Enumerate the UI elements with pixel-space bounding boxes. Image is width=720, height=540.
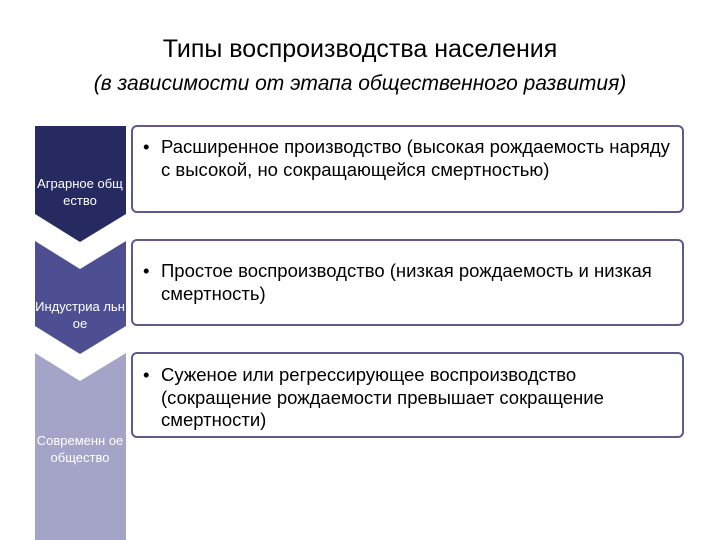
diagram-subtitle: (в зависимости от этапа общественного развития) [93, 72, 627, 95]
stage-2-text: Простое воспроизводство (низкая рождаемость и низкая смертность) [161, 260, 652, 304]
bullet-icon: • [143, 364, 150, 385]
stage-1-label: Аграрное общество [37, 176, 123, 208]
stage-2-description-box [131, 239, 684, 326]
stage-2-bullet [143, 260, 674, 305]
stage-3-label: Современн ое общество [36, 433, 124, 465]
stage-1-bullet [143, 136, 674, 181]
stage-3-bullet [143, 364, 674, 432]
bullet-icon: • [143, 260, 150, 281]
bullet-icon: • [143, 136, 150, 157]
stage-3-text: Суженое или регрессирующее воспроизводство (сокращение рождаемости превышает сокращение смертности) [161, 364, 604, 430]
stage-2-label: Индустриа льное [35, 299, 125, 331]
stage-1-description-box [131, 125, 684, 213]
diagram-title: Типы воспроизводства населения [162, 35, 558, 63]
stage-3-description-box [131, 352, 684, 438]
stage-1-text: Расширенное производство (высокая рождаемость наряду с высокой, но сокращающейся смертностью) [161, 136, 670, 180]
